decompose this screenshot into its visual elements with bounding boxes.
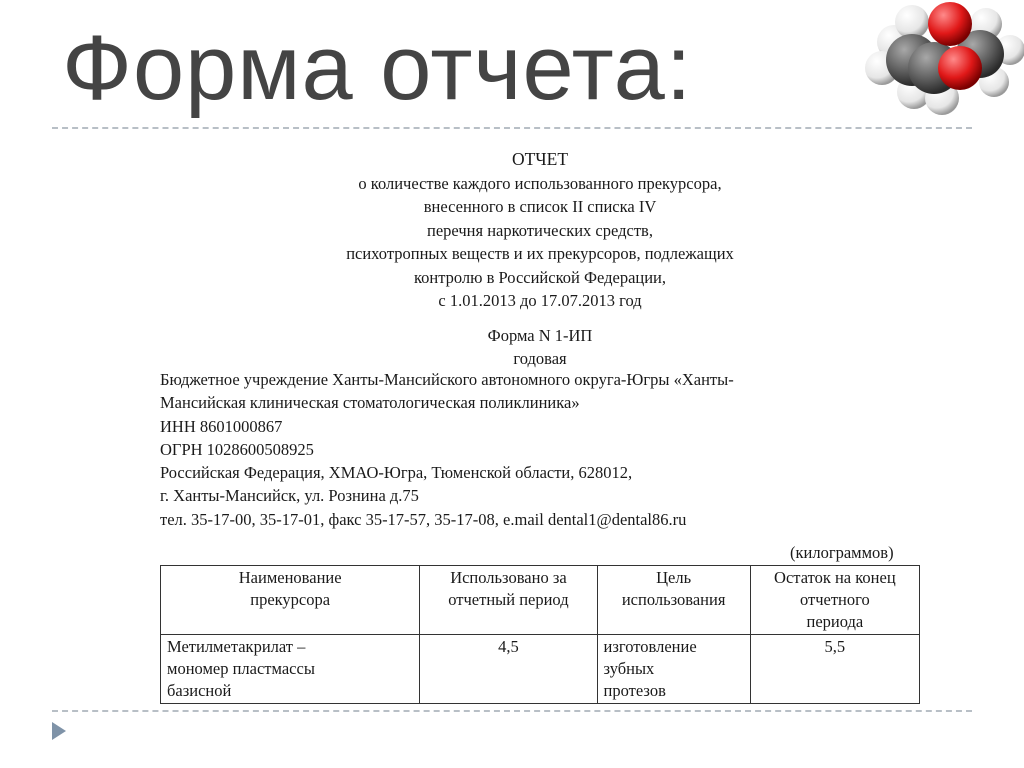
table-row (161, 635, 920, 704)
header-line: использования (621, 590, 726, 609)
cell-precursor-name (161, 635, 420, 704)
report-heading-line: психотропных веществ и их прекурсоров, подлежащих (346, 244, 734, 263)
form-number: Форма N 1-ИП (487, 326, 593, 345)
methyl-methacrylate-molecule-icon (864, 2, 1024, 120)
header-line: Наименование (238, 568, 342, 587)
report-heading-line: перечня наркотических средств, (427, 220, 653, 240)
report-heading-line: контролю в Российской Федерации, (413, 267, 667, 287)
organization-address: Российская Федерация, ХМАО-Югра, Тюменской области, 628012, (160, 463, 633, 483)
column-header-purpose (597, 566, 750, 635)
organization-address: г. Ханты-Мансийск, ул. Рознина д.75 (160, 486, 419, 506)
cell-line: базисной (167, 681, 232, 700)
slide-title: Форма отчета: (62, 17, 693, 119)
cell-line: изготовление (603, 637, 697, 656)
triangle-bullet-icon (52, 722, 66, 740)
report-heading (160, 148, 920, 313)
cell-used-amount: 4,5 (420, 635, 597, 704)
report-period: с 1.01.2013 до 17.07.2013 год (438, 291, 642, 310)
column-header-name (161, 566, 420, 635)
report-heading-line: о количестве каждого использованного прекурсора, (358, 173, 722, 193)
bottom-dashed-rule (52, 710, 972, 712)
precursor-table (160, 565, 920, 704)
column-header-remainder (750, 566, 919, 635)
cell-line: зубных (603, 659, 655, 678)
header-line: отчетного (799, 590, 870, 609)
header-line: Использовано за (450, 568, 567, 587)
header-line: отчетный период (448, 590, 569, 609)
top-dashed-rule (52, 127, 972, 129)
cell-line: Метилметакрилат – (167, 637, 306, 656)
cell-remainder: 5,5 (750, 635, 919, 704)
header-line: Цель (656, 568, 692, 587)
form-header (160, 324, 920, 370)
cell-purpose (597, 635, 750, 704)
organization-contacts: тел. 35-17-00, 35-17-01, факс 35-17-57, 35-17-08, e.mail dental1@dental86.ru (160, 509, 687, 529)
header-line: прекурсора (250, 590, 331, 609)
organization-name: Бюджетное учреждение Ханты-Мансийского автономного округа-Югры «Ханты- (160, 370, 734, 389)
report-heading-line: внесенного в список II списка IV (423, 197, 657, 216)
header-line: Остаток на конец (774, 568, 896, 587)
report-title: ОТЧЕТ (511, 149, 569, 169)
organization-ogrn: ОГРН 1028600508925 (160, 439, 314, 459)
organization-details (160, 368, 920, 531)
column-header-used (420, 566, 597, 635)
header-line: периода (806, 612, 864, 631)
cell-line: мономер пластмассы (167, 659, 315, 678)
organization-name: Мансийская клиническая стоматологическая поликлиника» (160, 393, 580, 413)
cell-line: протезов (603, 681, 666, 700)
units-label: (килограммов) (790, 543, 894, 562)
organization-inn: ИНН 8601000867 (160, 416, 283, 436)
table-header-row (161, 566, 920, 635)
form-period: годовая (513, 349, 567, 368)
